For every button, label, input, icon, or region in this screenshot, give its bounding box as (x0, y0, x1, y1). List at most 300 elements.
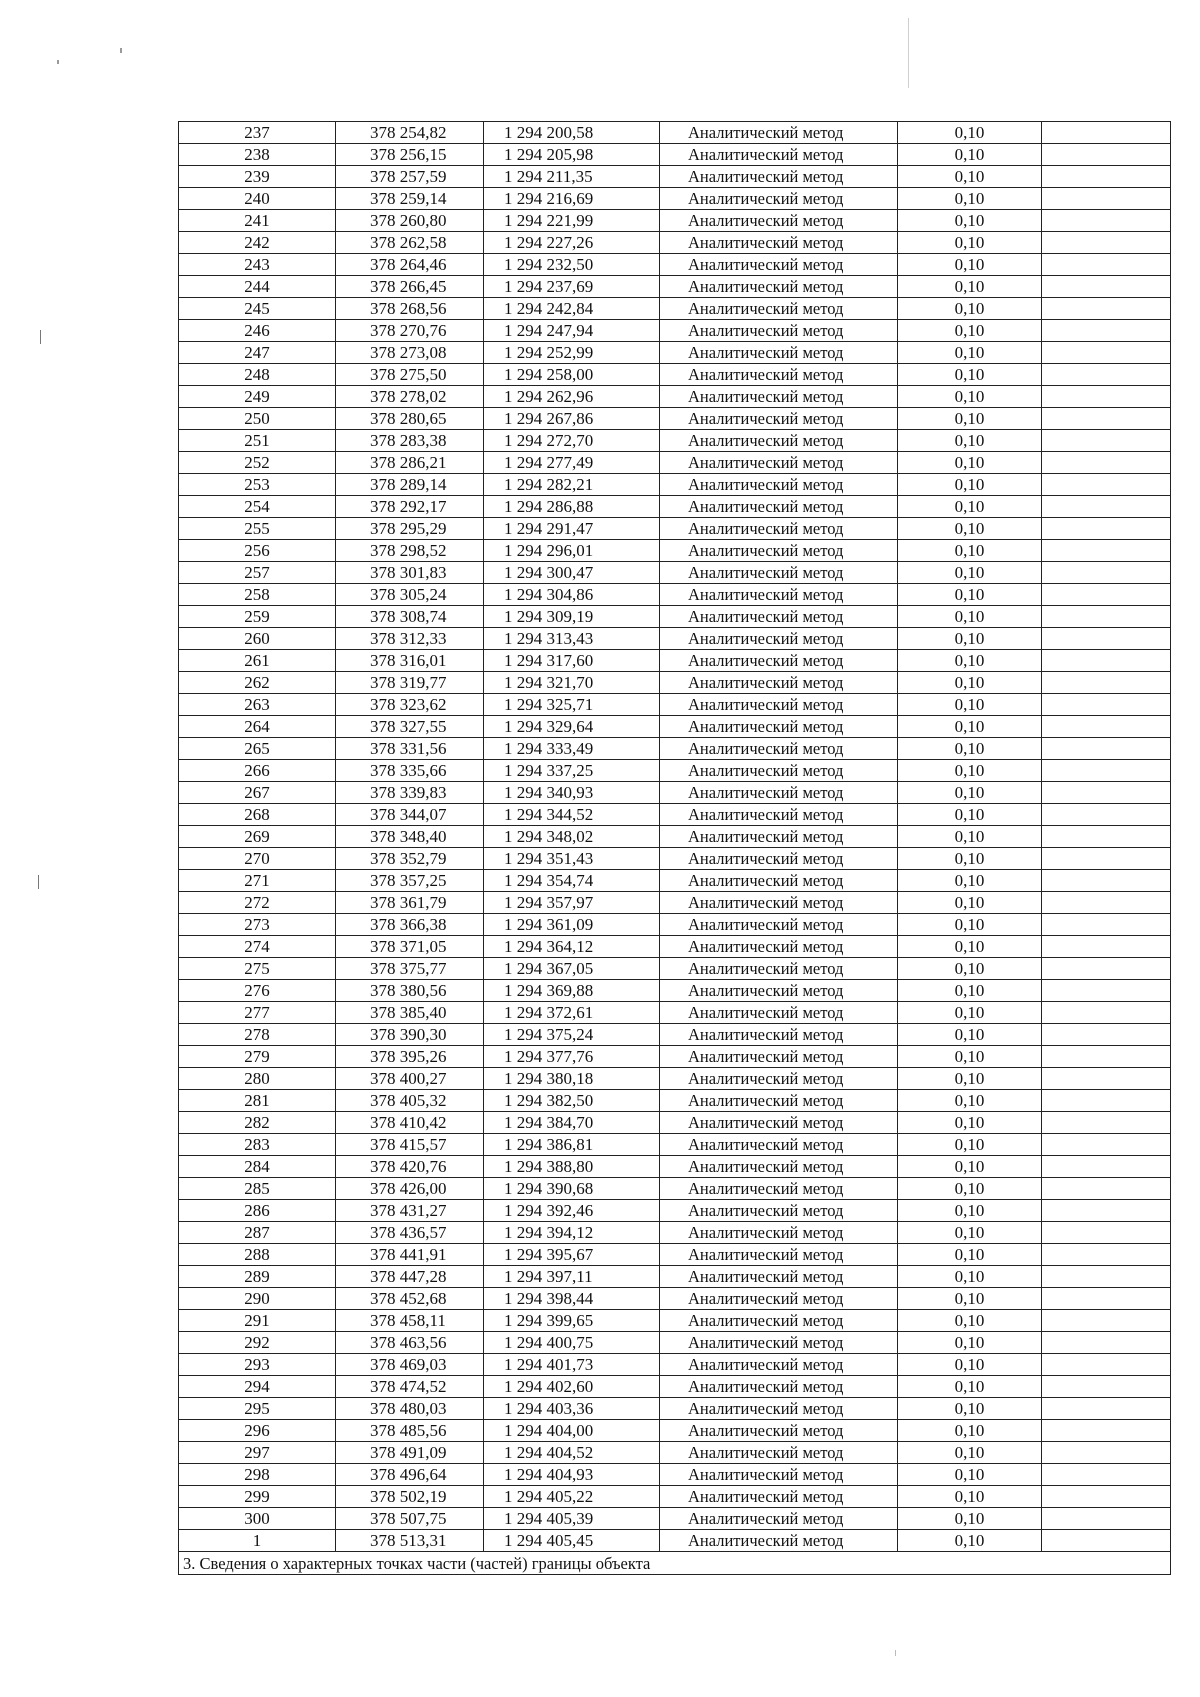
coordinate-x-cell: 378 331,56 (336, 738, 484, 760)
note-cell (1042, 936, 1171, 958)
coordinate-y-cell: 1 294 372,61 (484, 1002, 660, 1024)
coordinate-y-cell: 1 294 272,70 (484, 430, 660, 452)
point-number-cell: 276 (179, 980, 336, 1002)
method-cell: Аналитический метод (660, 122, 898, 144)
point-number-cell: 277 (179, 1002, 336, 1024)
method-cell: Аналитический метод (660, 210, 898, 232)
coordinate-x-cell: 378 308,74 (336, 606, 484, 628)
coordinate-x-cell: 378 415,57 (336, 1134, 484, 1156)
point-number-cell: 300 (179, 1508, 336, 1530)
accuracy-cell: 0,10 (898, 694, 1042, 716)
method-cell: Аналитический метод (660, 430, 898, 452)
accuracy-cell: 0,10 (898, 166, 1042, 188)
method-cell: Аналитический метод (660, 1508, 898, 1530)
coordinate-x-cell: 378 323,62 (336, 694, 484, 716)
note-cell (1042, 1508, 1171, 1530)
method-cell: Аналитический метод (660, 1068, 898, 1090)
note-cell (1042, 782, 1171, 804)
coordinate-y-cell: 1 294 369,88 (484, 980, 660, 1002)
point-number-cell: 238 (179, 144, 336, 166)
coordinate-y-cell: 1 294 386,81 (484, 1134, 660, 1156)
coordinate-y-cell: 1 294 221,99 (484, 210, 660, 232)
coordinate-y-cell: 1 294 351,43 (484, 848, 660, 870)
coordinate-y-cell: 1 294 364,12 (484, 936, 660, 958)
coordinate-y-cell: 1 294 400,75 (484, 1332, 660, 1354)
note-cell (1042, 1002, 1171, 1024)
method-cell: Аналитический метод (660, 1222, 898, 1244)
accuracy-cell: 0,10 (898, 496, 1042, 518)
method-cell: Аналитический метод (660, 276, 898, 298)
accuracy-cell: 0,10 (898, 1420, 1042, 1442)
method-cell: Аналитический метод (660, 1310, 898, 1332)
point-number-cell: 249 (179, 386, 336, 408)
table-row (179, 980, 1171, 1002)
point-number-cell: 260 (179, 628, 336, 650)
accuracy-cell: 0,10 (898, 1266, 1042, 1288)
point-number-cell: 272 (179, 892, 336, 914)
method-cell: Аналитический метод (660, 1024, 898, 1046)
coordinate-y-cell: 1 294 348,02 (484, 826, 660, 848)
method-cell: Аналитический метод (660, 628, 898, 650)
point-number-cell: 287 (179, 1222, 336, 1244)
table-row (179, 166, 1171, 188)
accuracy-cell: 0,10 (898, 914, 1042, 936)
note-cell (1042, 452, 1171, 474)
note-cell (1042, 144, 1171, 166)
coordinate-x-cell: 378 292,17 (336, 496, 484, 518)
method-cell: Аналитический метод (660, 562, 898, 584)
table-row (179, 1112, 1171, 1134)
coordinate-y-cell: 1 294 329,64 (484, 716, 660, 738)
note-cell (1042, 1530, 1171, 1552)
coordinate-x-cell: 378 260,80 (336, 210, 484, 232)
method-cell: Аналитический метод (660, 1464, 898, 1486)
accuracy-cell: 0,10 (898, 1354, 1042, 1376)
table-row (179, 606, 1171, 628)
coordinate-x-cell: 378 256,15 (336, 144, 484, 166)
point-number-cell: 293 (179, 1354, 336, 1376)
method-cell: Аналитический метод (660, 1178, 898, 1200)
scan-mark (895, 1650, 896, 1656)
point-number-cell: 264 (179, 716, 336, 738)
accuracy-cell: 0,10 (898, 1464, 1042, 1486)
coordinate-x-cell: 378 273,08 (336, 342, 484, 364)
accuracy-cell: 0,10 (898, 1288, 1042, 1310)
point-number-cell: 254 (179, 496, 336, 518)
accuracy-cell: 0,10 (898, 870, 1042, 892)
method-cell: Аналитический метод (660, 1244, 898, 1266)
coordinate-y-cell: 1 294 405,45 (484, 1530, 660, 1552)
accuracy-cell: 0,10 (898, 408, 1042, 430)
table-row (179, 254, 1171, 276)
table-row (179, 1464, 1171, 1486)
note-cell (1042, 1024, 1171, 1046)
accuracy-cell: 0,10 (898, 1112, 1042, 1134)
method-cell: Аналитический метод (660, 804, 898, 826)
method-cell: Аналитический метод (660, 188, 898, 210)
coordinate-y-cell: 1 294 404,52 (484, 1442, 660, 1464)
coordinate-y-cell: 1 294 321,70 (484, 672, 660, 694)
note-cell (1042, 914, 1171, 936)
table-row (179, 1178, 1171, 1200)
coordinate-x-cell: 378 327,55 (336, 716, 484, 738)
coordinate-y-cell: 1 294 216,69 (484, 188, 660, 210)
accuracy-cell: 0,10 (898, 1508, 1042, 1530)
note-cell (1042, 606, 1171, 628)
accuracy-cell: 0,10 (898, 518, 1042, 540)
method-cell: Аналитический метод (660, 166, 898, 188)
table-row (179, 1024, 1171, 1046)
scan-mark (38, 875, 39, 889)
coordinate-y-cell: 1 294 380,18 (484, 1068, 660, 1090)
accuracy-cell: 0,10 (898, 1002, 1042, 1024)
table-row (179, 782, 1171, 804)
accuracy-cell: 0,10 (898, 760, 1042, 782)
method-cell: Аналитический метод (660, 408, 898, 430)
accuracy-cell: 0,10 (898, 1530, 1042, 1552)
point-number-cell: 283 (179, 1134, 336, 1156)
coordinate-x-cell: 378 371,05 (336, 936, 484, 958)
coordinate-y-cell: 1 294 404,00 (484, 1420, 660, 1442)
note-cell (1042, 870, 1171, 892)
coordinate-x-cell: 378 474,52 (336, 1376, 484, 1398)
coordinate-y-cell: 1 294 313,43 (484, 628, 660, 650)
accuracy-cell: 0,10 (898, 606, 1042, 628)
method-cell: Аналитический метод (660, 1156, 898, 1178)
note-cell (1042, 694, 1171, 716)
coordinate-x-cell: 378 268,56 (336, 298, 484, 320)
note-cell (1042, 650, 1171, 672)
note-cell (1042, 804, 1171, 826)
accuracy-cell: 0,10 (898, 298, 1042, 320)
coordinate-y-cell: 1 294 405,22 (484, 1486, 660, 1508)
coordinate-x-cell: 378 480,03 (336, 1398, 484, 1420)
coordinate-y-cell: 1 294 267,86 (484, 408, 660, 430)
point-number-cell: 267 (179, 782, 336, 804)
coordinate-y-cell: 1 294 237,69 (484, 276, 660, 298)
coordinate-x-cell: 378 339,83 (336, 782, 484, 804)
method-cell: Аналитический метод (660, 540, 898, 562)
coordinate-y-cell: 1 294 354,74 (484, 870, 660, 892)
table-row (179, 1508, 1171, 1530)
point-number-cell: 244 (179, 276, 336, 298)
table-row (179, 584, 1171, 606)
point-number-cell: 241 (179, 210, 336, 232)
note-cell (1042, 1464, 1171, 1486)
accuracy-cell: 0,10 (898, 1156, 1042, 1178)
method-cell: Аналитический метод (660, 144, 898, 166)
table-row (179, 958, 1171, 980)
method-cell: Аналитический метод (660, 848, 898, 870)
table-row (179, 452, 1171, 474)
note-cell (1042, 1354, 1171, 1376)
point-number-cell: 1 (179, 1530, 336, 1552)
coordinate-x-cell: 378 289,14 (336, 474, 484, 496)
note-cell (1042, 474, 1171, 496)
note-cell (1042, 958, 1171, 980)
point-number-cell: 248 (179, 364, 336, 386)
note-cell (1042, 1068, 1171, 1090)
method-cell: Аналитический метод (660, 452, 898, 474)
method-cell: Аналитический метод (660, 1090, 898, 1112)
coordinate-x-cell: 378 410,42 (336, 1112, 484, 1134)
table-row (179, 1442, 1171, 1464)
note-cell (1042, 1288, 1171, 1310)
accuracy-cell: 0,10 (898, 1178, 1042, 1200)
point-number-cell: 285 (179, 1178, 336, 1200)
coordinate-y-cell: 1 294 402,60 (484, 1376, 660, 1398)
coordinate-y-cell: 1 294 395,67 (484, 1244, 660, 1266)
note-cell (1042, 386, 1171, 408)
point-number-cell: 262 (179, 672, 336, 694)
table-row (179, 496, 1171, 518)
point-number-cell: 297 (179, 1442, 336, 1464)
coordinate-y-cell: 1 294 277,49 (484, 452, 660, 474)
note-cell (1042, 628, 1171, 650)
method-cell: Аналитический метод (660, 1398, 898, 1420)
accuracy-cell: 0,10 (898, 276, 1042, 298)
note-cell (1042, 760, 1171, 782)
point-number-cell: 270 (179, 848, 336, 870)
accuracy-cell: 0,10 (898, 650, 1042, 672)
coordinate-x-cell: 378 400,27 (336, 1068, 484, 1090)
coordinate-y-cell: 1 294 300,47 (484, 562, 660, 584)
table-row (179, 474, 1171, 496)
method-cell: Аналитический метод (660, 782, 898, 804)
table-row (179, 210, 1171, 232)
method-cell: Аналитический метод (660, 320, 898, 342)
accuracy-cell: 0,10 (898, 804, 1042, 826)
coordinate-y-cell: 1 294 211,35 (484, 166, 660, 188)
coordinate-y-cell: 1 294 340,93 (484, 782, 660, 804)
accuracy-cell: 0,10 (898, 1222, 1042, 1244)
point-number-cell: 284 (179, 1156, 336, 1178)
coordinate-x-cell: 378 502,19 (336, 1486, 484, 1508)
table-row (179, 1354, 1171, 1376)
point-number-cell: 240 (179, 188, 336, 210)
coordinate-x-cell: 378 507,75 (336, 1508, 484, 1530)
coordinate-y-cell: 1 294 344,52 (484, 804, 660, 826)
point-number-cell: 250 (179, 408, 336, 430)
coordinate-y-cell: 1 294 375,24 (484, 1024, 660, 1046)
method-cell: Аналитический метод (660, 1200, 898, 1222)
accuracy-cell: 0,10 (898, 738, 1042, 760)
method-cell: Аналитический метод (660, 1332, 898, 1354)
coordinate-x-cell: 378 513,31 (336, 1530, 484, 1552)
point-number-cell: 237 (179, 122, 336, 144)
coordinate-x-cell: 378 312,33 (336, 628, 484, 650)
coordinate-x-cell: 378 348,40 (336, 826, 484, 848)
accuracy-cell: 0,10 (898, 320, 1042, 342)
coordinate-x-cell: 378 305,24 (336, 584, 484, 606)
point-number-cell: 279 (179, 1046, 336, 1068)
point-number-cell: 281 (179, 1090, 336, 1112)
coordinate-x-cell: 378 352,79 (336, 848, 484, 870)
table-row (179, 1376, 1171, 1398)
method-cell: Аналитический метод (660, 936, 898, 958)
table-row (179, 870, 1171, 892)
note-cell (1042, 1332, 1171, 1354)
coordinate-x-cell: 378 390,30 (336, 1024, 484, 1046)
note-cell (1042, 166, 1171, 188)
table-row (179, 430, 1171, 452)
point-number-cell: 256 (179, 540, 336, 562)
coordinate-x-cell: 378 426,00 (336, 1178, 484, 1200)
method-cell: Аналитический метод (660, 386, 898, 408)
table-row (179, 1068, 1171, 1090)
table-row (179, 694, 1171, 716)
table-row (179, 188, 1171, 210)
accuracy-cell: 0,10 (898, 958, 1042, 980)
coordinate-y-cell: 1 294 242,84 (484, 298, 660, 320)
table-row (179, 1310, 1171, 1332)
accuracy-cell: 0,10 (898, 254, 1042, 276)
coordinate-x-cell: 378 257,59 (336, 166, 484, 188)
point-number-cell: 268 (179, 804, 336, 826)
coordinate-x-cell: 378 275,50 (336, 364, 484, 386)
coordinate-y-cell: 1 294 337,25 (484, 760, 660, 782)
method-cell: Аналитический метод (660, 694, 898, 716)
point-number-cell: 269 (179, 826, 336, 848)
coordinate-x-cell: 378 283,38 (336, 430, 484, 452)
accuracy-cell: 0,10 (898, 1310, 1042, 1332)
coordinate-y-cell: 1 294 286,88 (484, 496, 660, 518)
method-cell: Аналитический метод (660, 870, 898, 892)
coordinate-x-cell: 378 420,76 (336, 1156, 484, 1178)
table-row (179, 1156, 1171, 1178)
note-cell (1042, 408, 1171, 430)
accuracy-cell: 0,10 (898, 1332, 1042, 1354)
table-row (179, 1002, 1171, 1024)
accuracy-cell: 0,10 (898, 232, 1042, 254)
table-row (179, 1222, 1171, 1244)
note-cell (1042, 254, 1171, 276)
coordinate-x-cell: 378 375,77 (336, 958, 484, 980)
table-row (179, 342, 1171, 364)
coordinate-y-cell: 1 294 384,70 (484, 1112, 660, 1134)
coordinate-x-cell: 378 357,25 (336, 870, 484, 892)
section-caption: 3. Сведения о характерных точках части (частей) границы объекта (179, 1552, 1171, 1575)
note-cell (1042, 1156, 1171, 1178)
accuracy-cell: 0,10 (898, 1090, 1042, 1112)
method-cell: Аналитический метод (660, 1442, 898, 1464)
method-cell: Аналитический метод (660, 364, 898, 386)
note-cell (1042, 298, 1171, 320)
table-row (179, 892, 1171, 914)
table-row (179, 1090, 1171, 1112)
point-number-cell: 298 (179, 1464, 336, 1486)
accuracy-cell: 0,10 (898, 452, 1042, 474)
coordinate-x-cell: 378 270,76 (336, 320, 484, 342)
coordinate-x-cell: 378 380,56 (336, 980, 484, 1002)
note-cell (1042, 1486, 1171, 1508)
table-row (179, 716, 1171, 738)
method-cell: Аналитический метод (660, 1266, 898, 1288)
accuracy-cell: 0,10 (898, 1486, 1042, 1508)
point-number-cell: 288 (179, 1244, 336, 1266)
coordinate-y-cell: 1 294 317,60 (484, 650, 660, 672)
accuracy-cell: 0,10 (898, 1244, 1042, 1266)
accuracy-cell: 0,10 (898, 826, 1042, 848)
point-number-cell: 243 (179, 254, 336, 276)
table-row (179, 1288, 1171, 1310)
method-cell: Аналитический метод (660, 298, 898, 320)
method-cell: Аналитический метод (660, 1376, 898, 1398)
method-cell: Аналитический метод (660, 606, 898, 628)
note-cell (1042, 188, 1171, 210)
accuracy-cell: 0,10 (898, 1398, 1042, 1420)
coordinate-y-cell: 1 294 247,94 (484, 320, 660, 342)
coordinate-x-cell: 378 264,46 (336, 254, 484, 276)
note-cell (1042, 826, 1171, 848)
coordinate-x-cell: 378 491,09 (336, 1442, 484, 1464)
coordinate-y-cell: 1 294 357,97 (484, 892, 660, 914)
note-cell (1042, 320, 1171, 342)
method-cell: Аналитический метод (660, 1134, 898, 1156)
point-number-cell: 242 (179, 232, 336, 254)
coordinate-y-cell: 1 294 205,98 (484, 144, 660, 166)
coordinate-x-cell: 378 259,14 (336, 188, 484, 210)
coordinate-y-cell: 1 294 401,73 (484, 1354, 660, 1376)
table-row (179, 1486, 1171, 1508)
section-caption-row (179, 1552, 1171, 1575)
table-row (179, 540, 1171, 562)
coordinate-y-cell: 1 294 404,93 (484, 1464, 660, 1486)
point-number-cell: 295 (179, 1398, 336, 1420)
method-cell: Аналитический метод (660, 342, 898, 364)
point-number-cell: 294 (179, 1376, 336, 1398)
table-row (179, 298, 1171, 320)
point-number-cell: 245 (179, 298, 336, 320)
point-number-cell: 286 (179, 1200, 336, 1222)
table-row (179, 364, 1171, 386)
table-row (179, 936, 1171, 958)
note-cell (1042, 848, 1171, 870)
point-number-cell: 247 (179, 342, 336, 364)
point-number-cell: 253 (179, 474, 336, 496)
note-cell (1042, 672, 1171, 694)
point-number-cell: 274 (179, 936, 336, 958)
point-number-cell: 246 (179, 320, 336, 342)
accuracy-cell: 0,10 (898, 430, 1042, 452)
scan-mark (40, 330, 41, 344)
table-row (179, 320, 1171, 342)
table-row (179, 738, 1171, 760)
accuracy-cell: 0,10 (898, 562, 1042, 584)
point-number-cell: 259 (179, 606, 336, 628)
accuracy-cell: 0,10 (898, 364, 1042, 386)
coordinate-x-cell: 378 278,02 (336, 386, 484, 408)
note-cell (1042, 1046, 1171, 1068)
coordinate-x-cell: 378 469,03 (336, 1354, 484, 1376)
method-cell: Аналитический метод (660, 1486, 898, 1508)
table-row (179, 1332, 1171, 1354)
accuracy-cell: 0,10 (898, 386, 1042, 408)
coordinate-x-cell: 378 496,64 (336, 1464, 484, 1486)
accuracy-cell: 0,10 (898, 892, 1042, 914)
method-cell: Аналитический метод (660, 914, 898, 936)
coordinate-y-cell: 1 294 390,68 (484, 1178, 660, 1200)
table-row (179, 848, 1171, 870)
note-cell (1042, 1222, 1171, 1244)
note-cell (1042, 1310, 1171, 1332)
coordinate-y-cell: 1 294 282,21 (484, 474, 660, 496)
point-number-cell: 275 (179, 958, 336, 980)
coordinate-x-cell: 378 431,27 (336, 1200, 484, 1222)
point-number-cell: 278 (179, 1024, 336, 1046)
point-number-cell: 282 (179, 1112, 336, 1134)
method-cell: Аналитический метод (660, 650, 898, 672)
